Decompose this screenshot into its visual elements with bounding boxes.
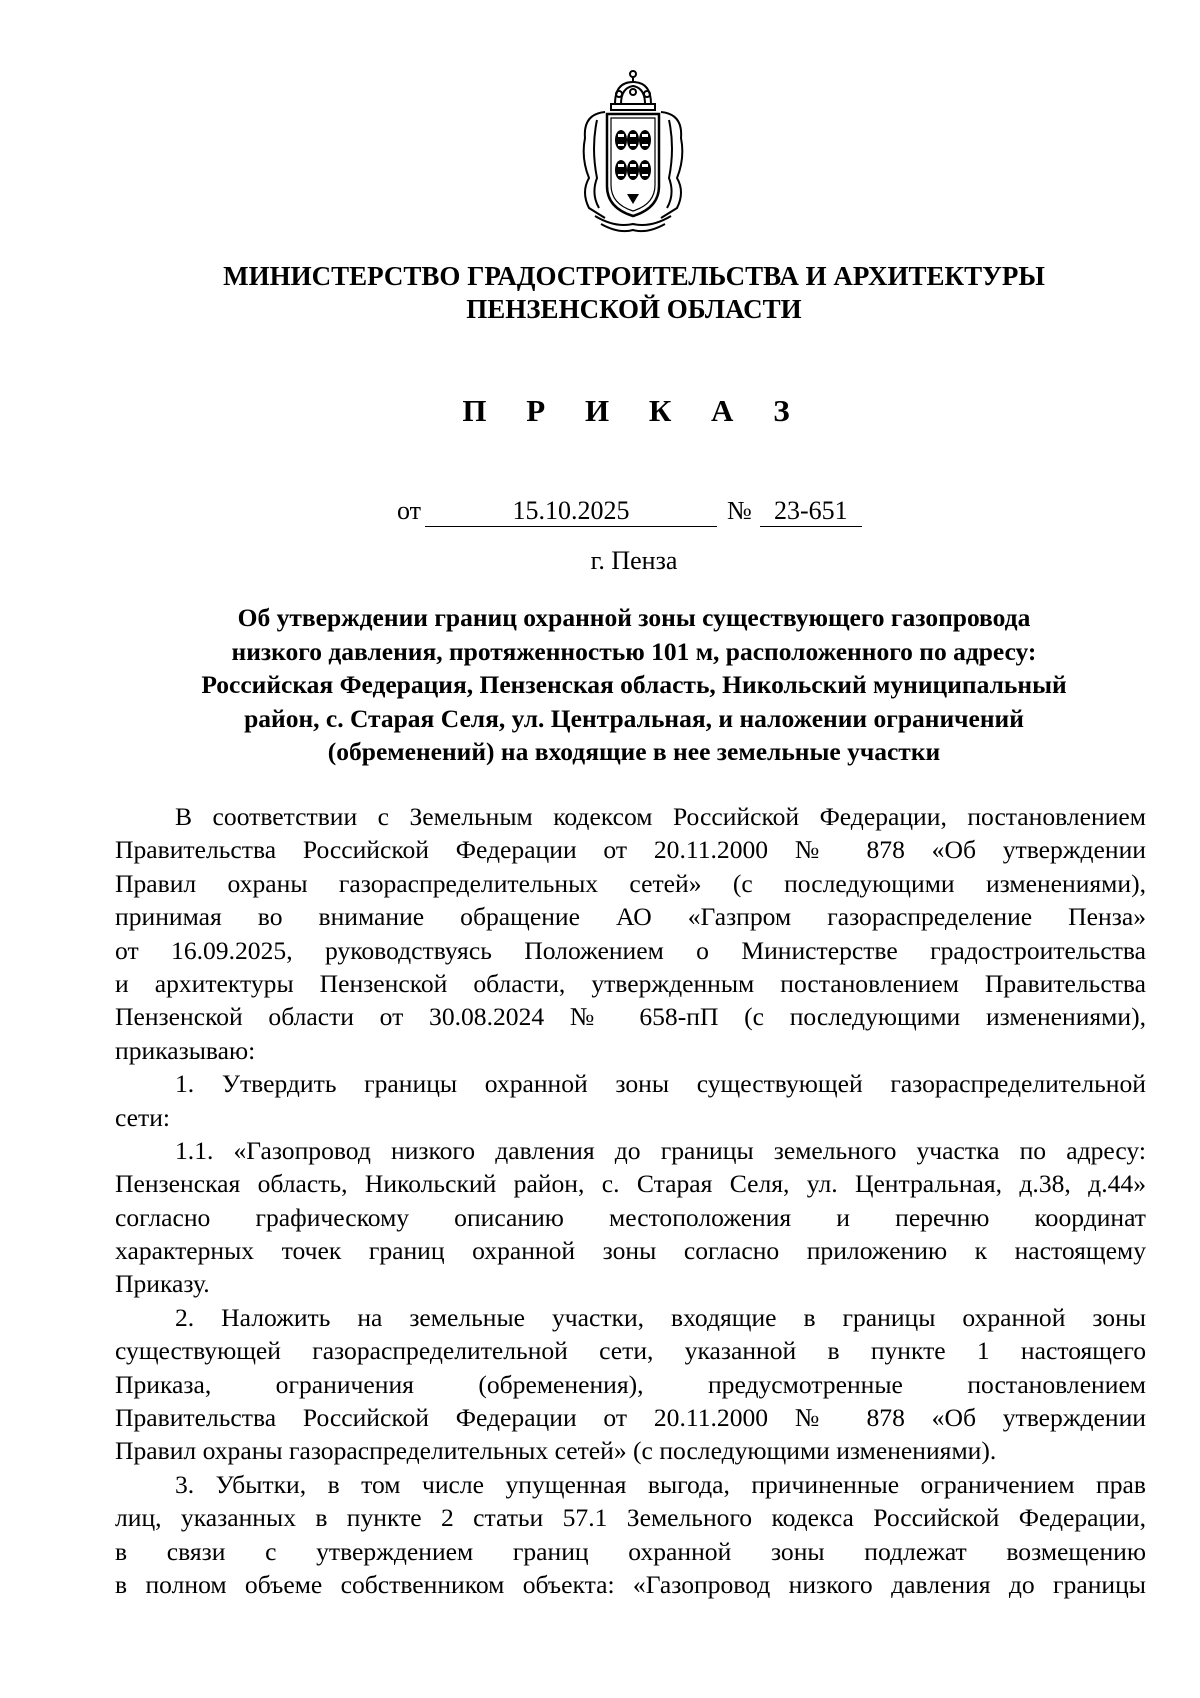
item-2-line: Правительства Российской Федерации от 20.11.2000 № 878 «Об утверждении xyxy=(115,1403,1146,1433)
document-subject xyxy=(100,601,1168,769)
subject-line: низкого давления, протяженностью 101 м, расположенного по адресу: xyxy=(231,636,1037,666)
item-1-1-line: согласно графическому описанию местоположения и перечню координат xyxy=(115,1202,1146,1232)
body-line: Правительства Российской Федерации от 20.11.2000 № 878 «Об утверждении xyxy=(115,835,1146,865)
subject-line: Об утверждении границ охранной зоны существующего газопровода xyxy=(237,603,1031,632)
item-3-line: лиц, указанных в пункте 2 статьи 57.1 Земельного кодекса Российской Федерации, xyxy=(115,1503,1146,1533)
date-label: от xyxy=(397,496,422,525)
subject-line: район, с. Старая Селя, ул. Центральная, и наложении ограничений xyxy=(244,703,1024,733)
item-3-line: 3. Убытки, в том числе упущенная выгода, причиненные ограничением прав xyxy=(175,1469,1146,1499)
item-1-1-line: характерных точек границ охранной зоны согласно приложению к настоящему xyxy=(115,1236,1146,1266)
item-2-line: Приказа, ограничения (обременения), предусмотренные постановлением xyxy=(115,1369,1146,1399)
issuing-authority xyxy=(100,260,1168,326)
subject-line: Российская Федерация, Пензенская область, Никольский муниципальный xyxy=(201,670,1067,700)
date-number-line xyxy=(397,495,862,527)
body-line: и архитектуры Пензенской области, утвержденным постановлением Правительства xyxy=(115,968,1146,998)
item-1-1-line: 1.1. «Газопровод низкого давления до границы земельного участка по адресу: xyxy=(175,1135,1146,1165)
city: г. Пенза xyxy=(590,546,678,575)
body-line: Пензенской области от 30.08.2024 № 658-пП (с последующими изменениями), xyxy=(115,1002,1146,1032)
number-label: № xyxy=(727,496,752,525)
item-1-line: 1. Утвердить границы охранной зоны существующей газораспределительной xyxy=(175,1069,1146,1099)
document-body xyxy=(115,800,1146,1601)
item-2-line: существующей газораспределительной сети, указанной в пункте 1 настоящего xyxy=(115,1336,1146,1366)
body-line: Правил охраны газораспределительных сетей» (с последующими изменениями), xyxy=(115,868,1146,898)
body-line: приказываю: xyxy=(115,1035,256,1065)
item-3-line: в связи с утверждением границ охранной зоны подлежат возмещению xyxy=(115,1536,1146,1566)
item-3-line: в полном объеме собственником объекта: «Газопровод низкого давления до границы xyxy=(115,1569,1146,1599)
coat-of-arms-icon xyxy=(575,68,691,234)
item-1-1-line: Пензенская область, Никольский район, с. Старая Селя, ул. Центральная, д.38, д.44» xyxy=(115,1169,1146,1199)
item-1-line: сети: xyxy=(115,1102,171,1132)
document-type-title: П Р И К А З xyxy=(462,393,806,428)
subject-line: (обременений) на входящие в нее земельные участки xyxy=(327,737,941,767)
date-value: 15.10.2025 xyxy=(425,496,717,527)
ministry-line-1: МИНИСТЕРСТВО ГРАДОСТРОИТЕЛЬСТВА И АРХИТЕКТУРЫ xyxy=(223,261,1045,291)
item-2-line: 2. Наложить на земельные участки, входящие в границы охранной зоны xyxy=(175,1302,1146,1332)
body-line: В соответствии с Земельным кодексом Российской Федерации, постановлением xyxy=(175,802,1146,831)
body-line: от 16.09.2025, руководствуясь Положением о Министерстве градостроительства xyxy=(115,935,1146,965)
ministry-line-2: ПЕНЗЕНСКОЙ ОБЛАСТИ xyxy=(466,294,802,324)
item-1-1-line: Приказу. xyxy=(115,1269,210,1299)
number-value: 23-651 xyxy=(760,496,862,527)
item-2-line: Правил охраны газораспределительных сетей» (с последующими изменениями). xyxy=(115,1436,997,1466)
body-line: принимая во внимание обращение АО «Газпром газораспределение Пенза» xyxy=(115,902,1146,932)
